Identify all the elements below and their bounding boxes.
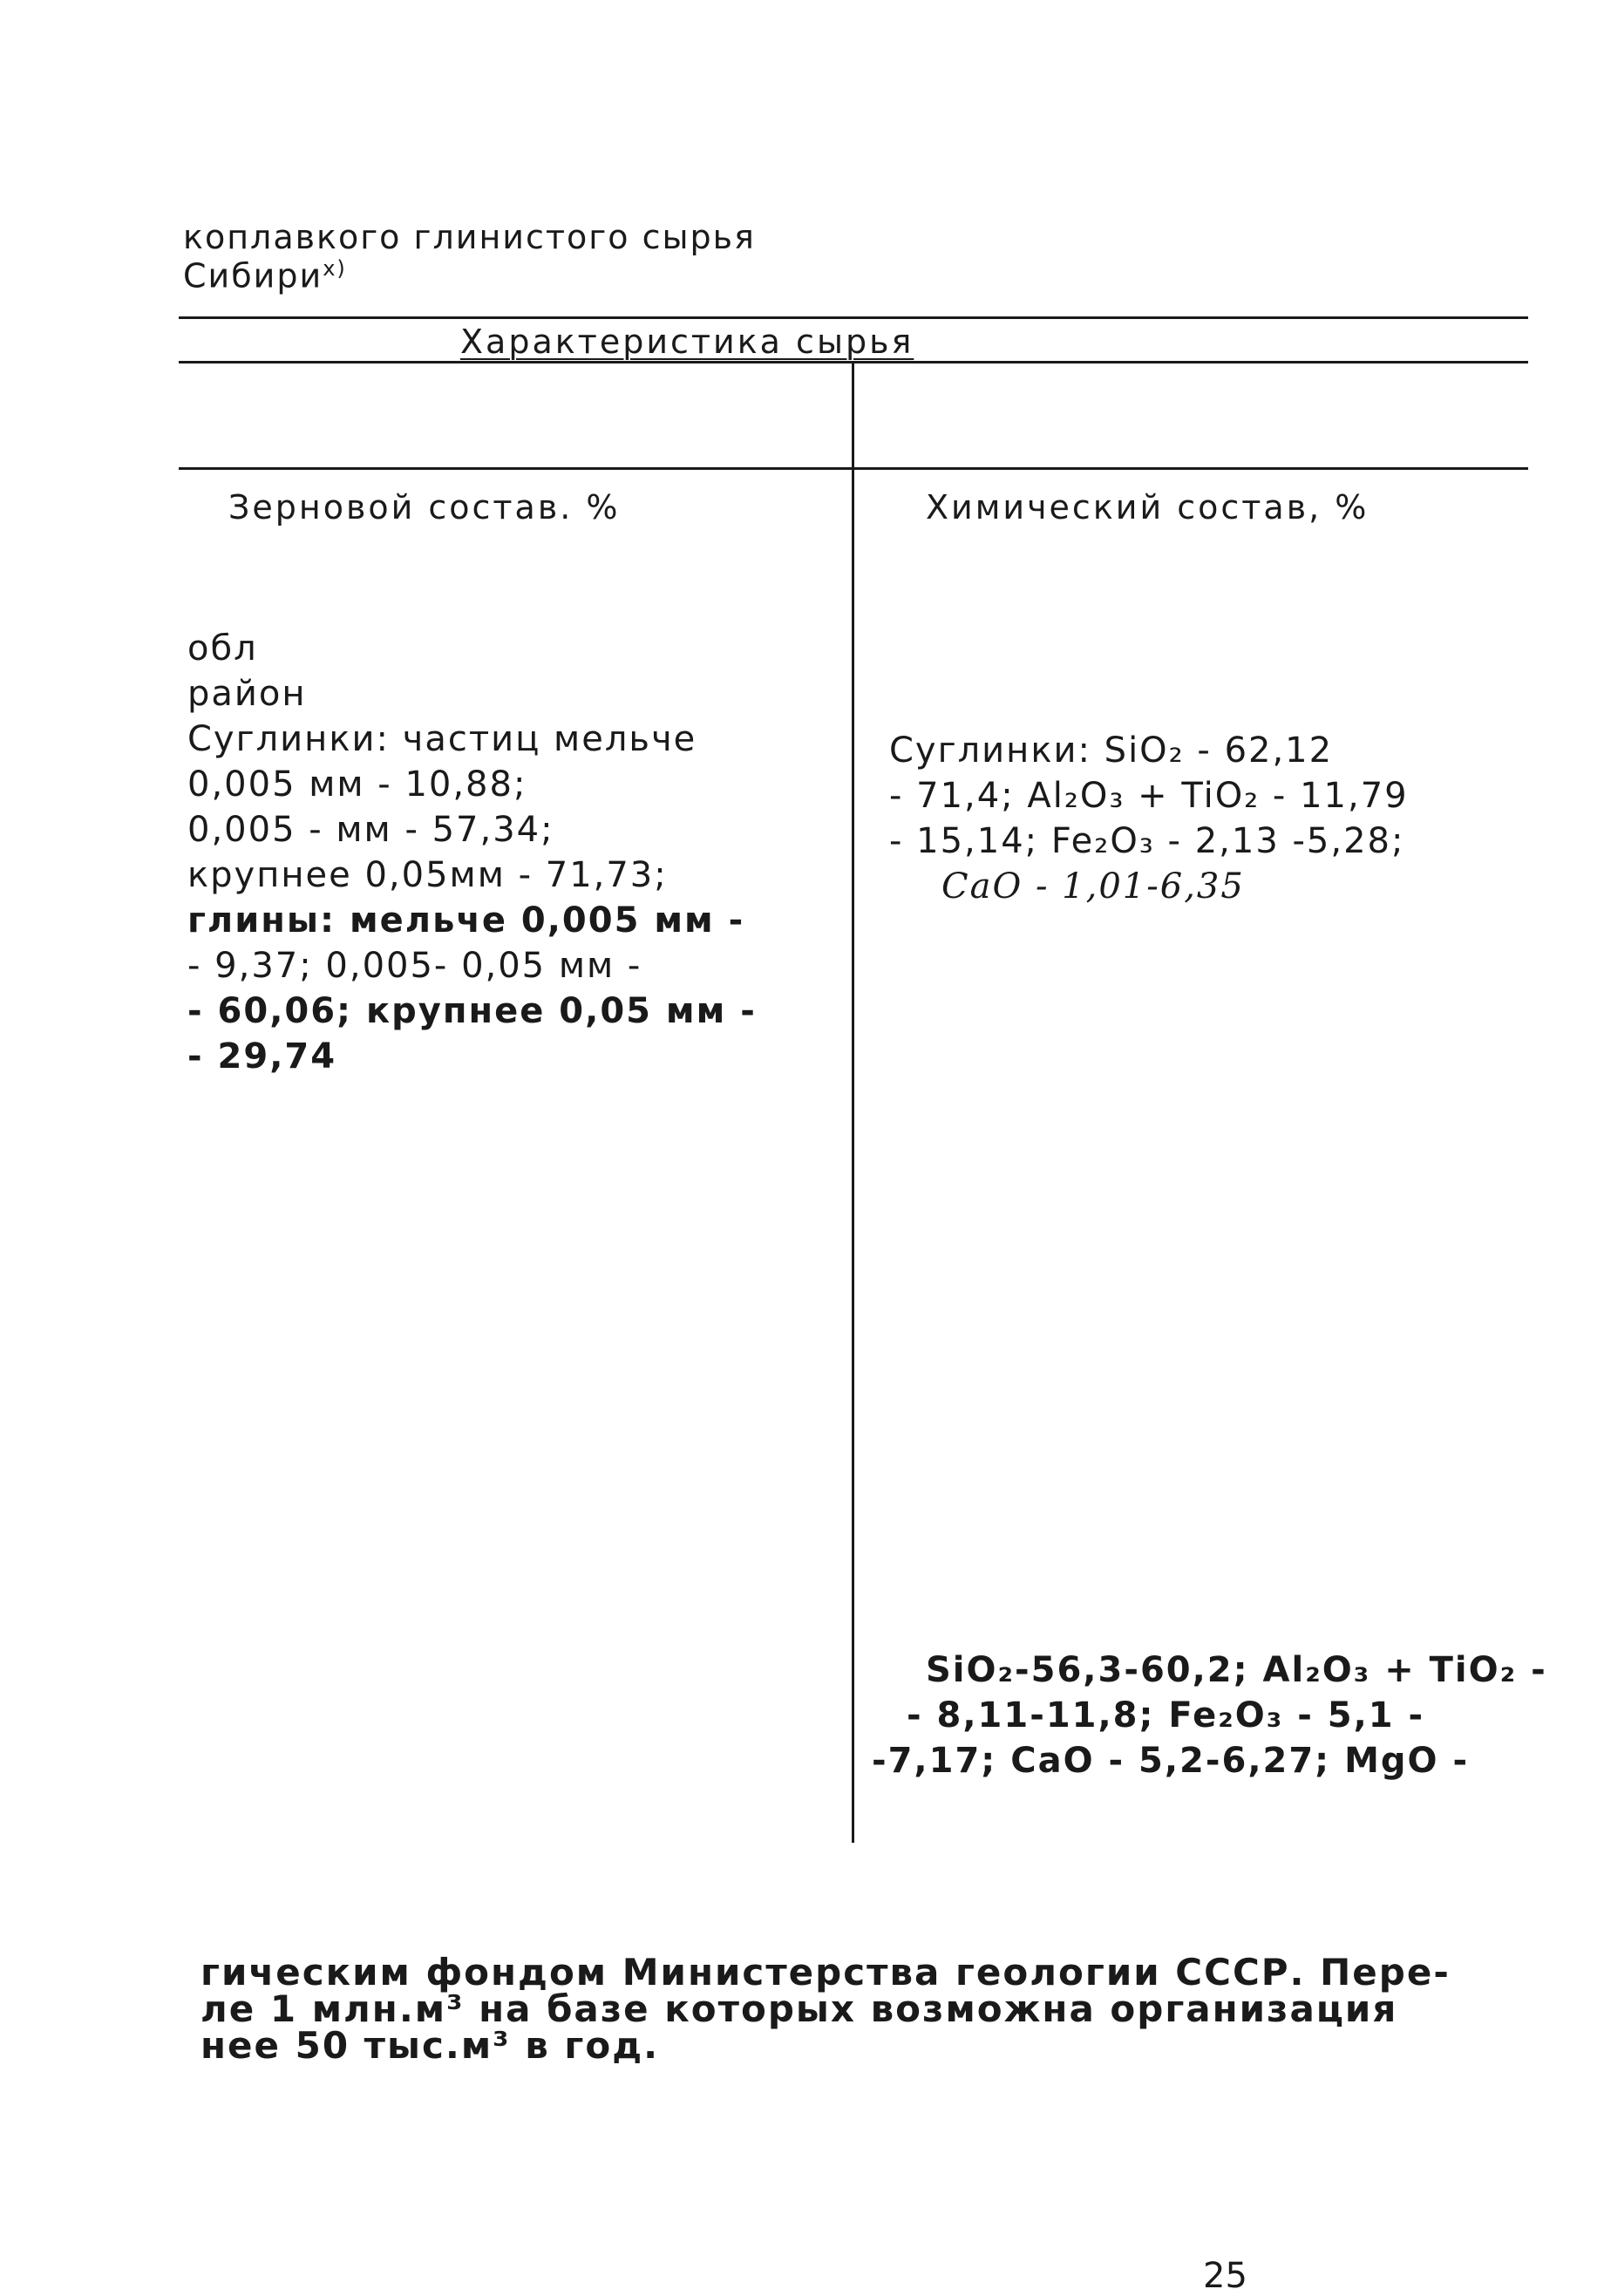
grain-line: - 29,74 [187,1036,337,1077]
grain-line: 0,005 - мм - 57,34; [187,810,554,850]
footer-paragraph [200,1951,1451,2067]
footer-line: нее 50 тыс.м³ в год. [200,2024,660,2067]
heading-footnote-mark: x) [323,256,347,281]
grain-line: глины: мельче 0,005 мм - [187,900,745,941]
footer-line: ле 1 млн.м³ на базе которых возможна организация [200,1987,1398,2030]
chemical-line: - 8,11-11,8; Fe₂O₃ - 5,1 - [907,1695,1425,1736]
table-column-divider [852,361,854,1843]
table-group-header-text: Характеристика сырья [460,323,914,361]
grain-line: - 9,37; 0,005- 0,05 мм - [187,946,642,986]
heading-line-1 [183,220,756,255]
footer-line: гическим фондом Министерства геологии СССР. Пере- [200,1951,1451,1994]
grain-line: район [187,674,307,714]
chemical-line: -7,17; CaO - 5,2-6,27; MgO - [872,1741,1470,1781]
grain-line: - 60,06; крупнее 0,05 мм - [187,991,757,1031]
page-number: 25 [1203,2256,1247,2296]
heading-line-1-text: коплавкого глинистого сырья [183,218,756,256]
chemical-line: SiO₂-56,3-60,2; Al₂O₃ + TiO₂ - [926,1650,1547,1690]
heading-line-2-text: Сибири [183,256,323,295]
chemical-line: CaO - 1,01-6,35 [941,866,1245,907]
chemical-line: - 71,4; Al₂O₃ + TiO₂ - 11,79 [889,776,1409,816]
chemical-line: - 15,14; Fe₂O₃ - 2,13 -5,28; [889,821,1405,861]
heading-line-2 [183,251,347,294]
grain-line: 0,005 мм - 10,88; [187,764,527,805]
column-header-grain: Зерновой состав. % [228,488,621,526]
grain-line: крупнее 0,05мм - 71,73; [187,855,668,895]
column-header-chemical: Химический состав, % [926,488,1370,526]
chemical-composition-cell-2 [872,1647,1547,1783]
chemical-line: Суглинки: SiO₂ - 62,12 [889,730,1334,771]
grain-composition-cell [187,626,757,1079]
grain-line: обл [187,628,258,669]
table-group-header [460,323,914,361]
grain-line: Суглинки: частиц мельче [187,719,697,759]
chemical-composition-cell-1 [889,728,1409,909]
table-top-rule [179,316,1528,319]
